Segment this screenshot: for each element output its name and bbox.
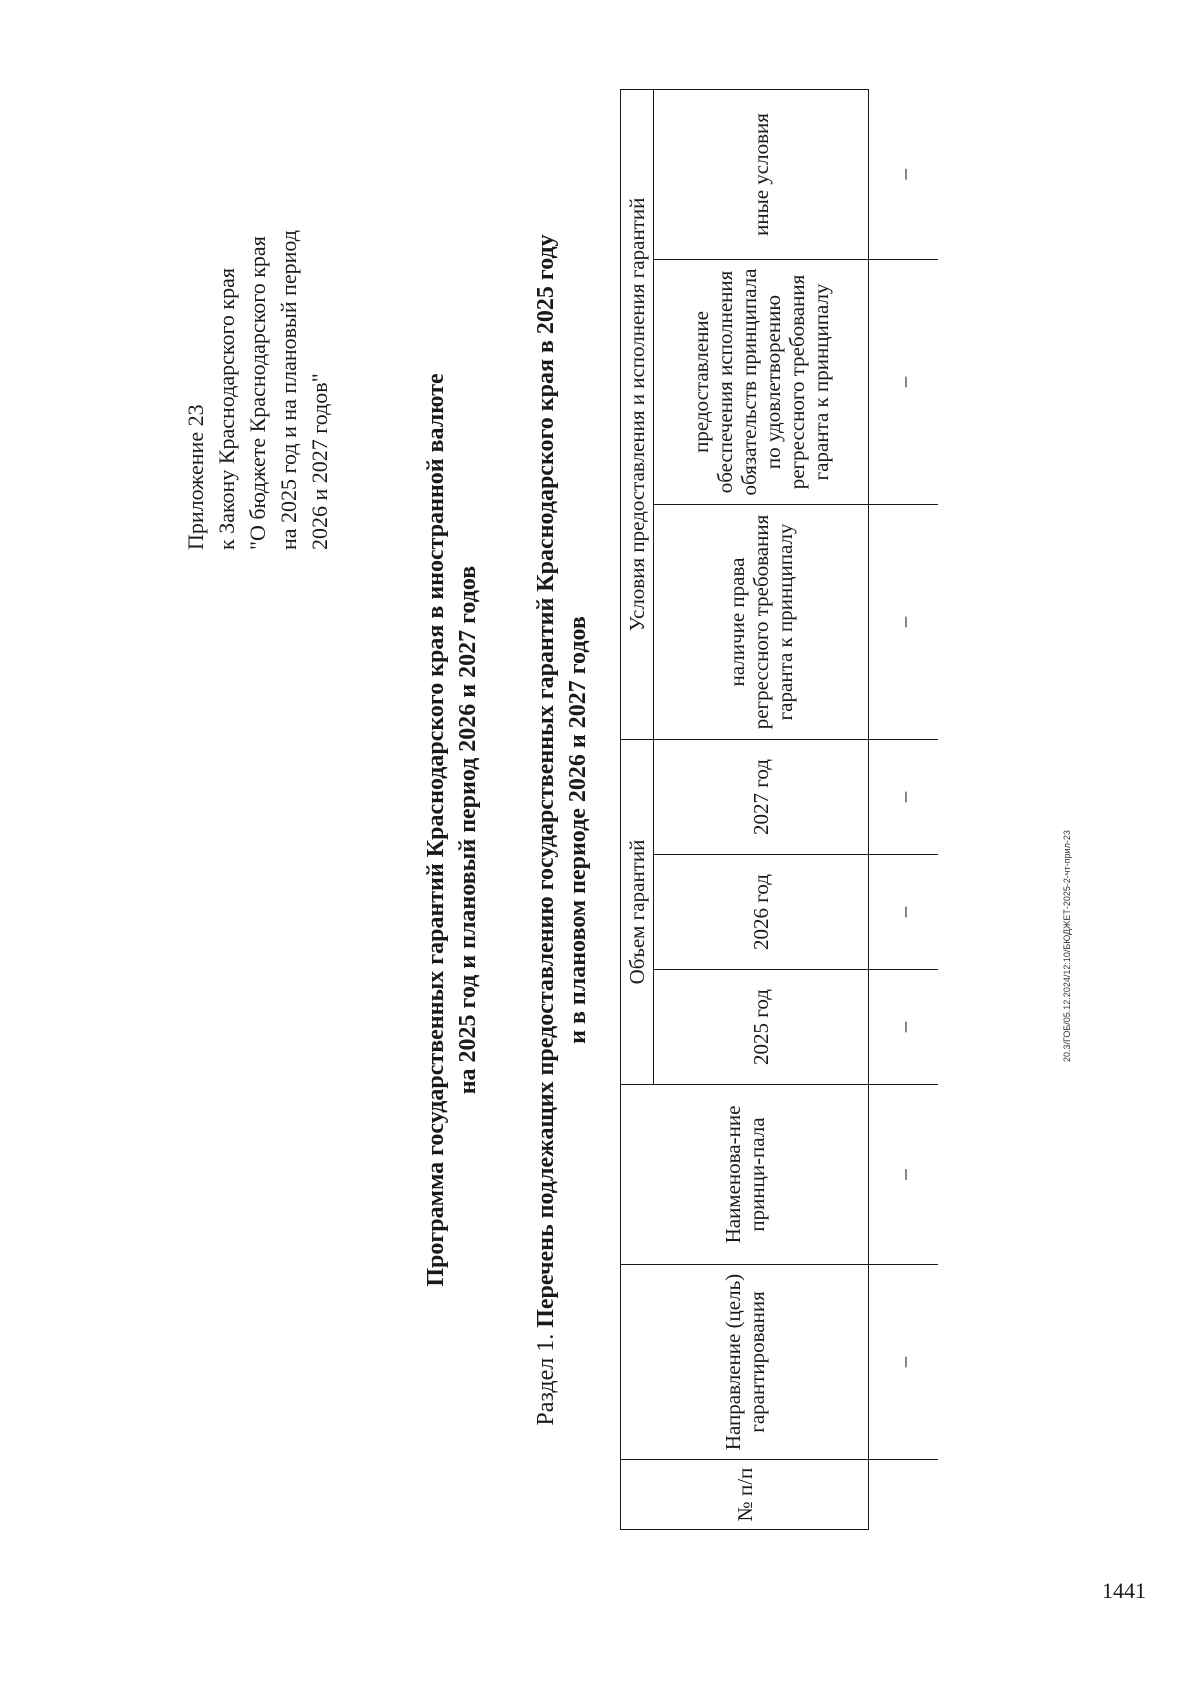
cell-2025: – — [869, 970, 939, 1085]
header-num: № п/п — [621, 1460, 869, 1530]
cell-2027: – — [869, 740, 939, 855]
header-principal: Наименова-ние принци-пала — [621, 1085, 869, 1265]
table-row — [869, 90, 939, 1530]
header-other-conditions: иные условия — [654, 90, 869, 260]
section-prefix: Раздел 1. — [533, 1327, 559, 1426]
cell-direction: – — [869, 1265, 939, 1460]
appendix-line: 2026 и 2027 годов" — [307, 373, 332, 550]
document-title — [420, 50, 484, 1610]
guarantees-table — [620, 89, 938, 1530]
rotated-sheet — [60, 50, 1140, 1610]
header-volume: Объем гарантий — [621, 740, 654, 1085]
header-year-2026: 2026 год — [654, 855, 869, 970]
appendix-line: к Закону Краснодарского края — [214, 267, 239, 550]
cell-num — [869, 1460, 939, 1530]
cell-regress: – — [869, 505, 939, 740]
cell-principal: – — [869, 1085, 939, 1265]
header-year-2025: 2025 год — [654, 970, 869, 1085]
appendix-line: "О бюджете Краснодарского края — [245, 236, 270, 550]
cell-2026: – — [869, 855, 939, 970]
appendix-line: Приложение 23 — [183, 404, 208, 550]
header-year-2027: 2027 год — [654, 740, 869, 855]
header-conditions: Условия предоставления и исполнения гарантий — [621, 90, 654, 740]
header-row-1 — [621, 90, 654, 1530]
section-heading — [530, 80, 594, 1580]
header-security: предоставление обеспечения исполнения обязательств принципала по удовлетворению регрессного требования гаранта к принципалу — [654, 260, 869, 505]
section-title: Перечень подлежащих предоставлению государственных гарантий Краснодарского края в 2025 году — [533, 234, 559, 1328]
title-line-2: на 2025 год и плановый период 2026 и 2027 годов — [455, 565, 481, 1095]
section-title-continued: и в плановом периоде 2026 и 2027 годов — [565, 616, 591, 1044]
cell-other: – — [869, 90, 939, 260]
header-regress-right: наличие права регрессного требования гаранта к принципалу — [654, 505, 869, 740]
section-line-2 — [562, 80, 594, 1580]
section-line-1 — [530, 80, 562, 1580]
title-line-1: Программа государственных гарантий Краснодарского края в иностранной валюте — [423, 373, 449, 1287]
cell-security: – — [869, 260, 939, 505]
document-code: 20.3/ГОБ/05.12.2024/12:10/БЮДЖЕТ-2025-2-чт-прил-23 — [1062, 830, 1072, 1062]
appendix-line: на 2025 год и на плановый период — [276, 230, 301, 550]
appendix-header — [180, 70, 335, 550]
page-number: 1441 — [1102, 1578, 1146, 1603]
header-direction: Направление (цель) гарантирования — [621, 1265, 869, 1460]
